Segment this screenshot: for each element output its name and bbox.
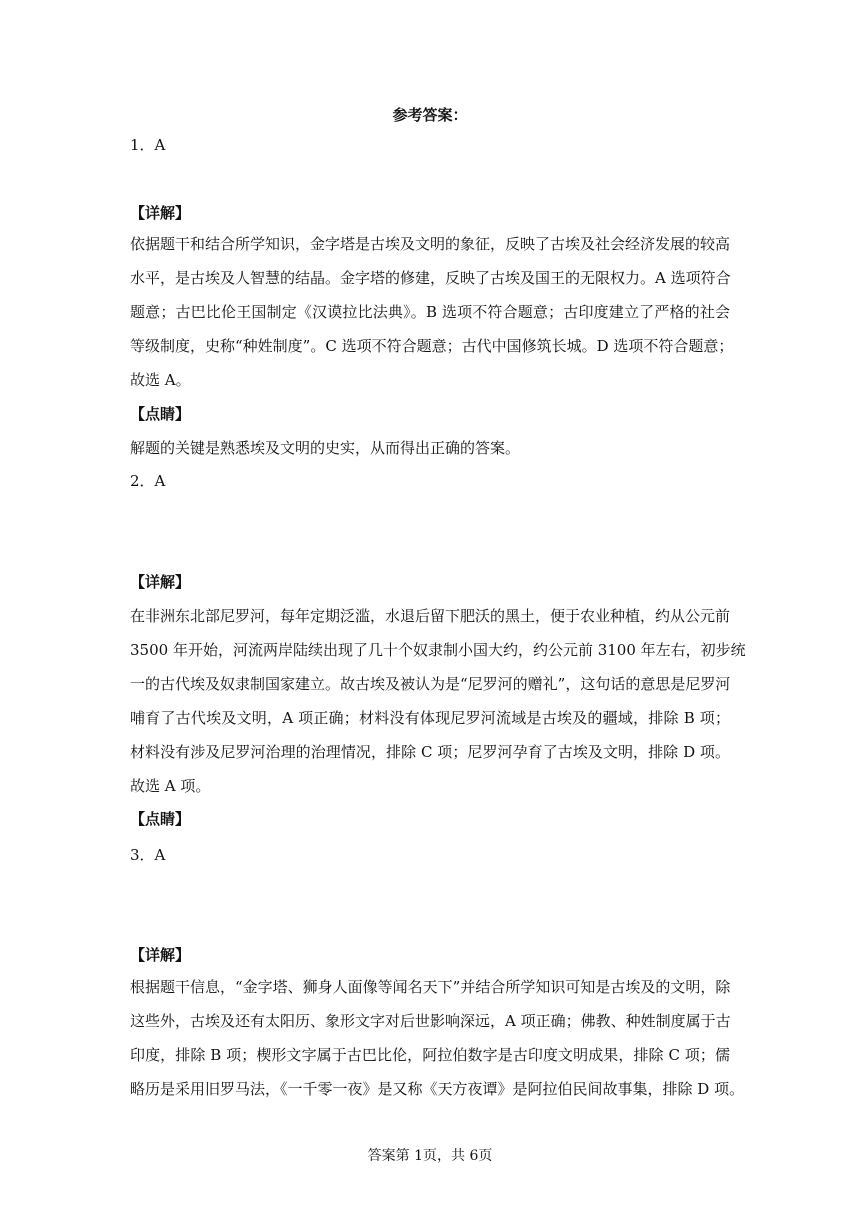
detail-3-line-3: 印度，排除 B 项；楔形文字属于古巴比伦，阿拉伯数字是古印度文明成果，排除 C 项；儒	[130, 1046, 730, 1064]
detail-2-line-6: 故选 A 项。	[130, 777, 211, 795]
detail-text-2	[130, 599, 746, 803]
comment-label-2: 【点睛】	[130, 810, 191, 828]
answer-1: 1．A	[130, 136, 166, 154]
detail-2-line-2: 3500 年开始，河流两岸陆续出现了几十个奴隶制小国大约，约公元前 3100 年左右，初步统	[130, 641, 746, 659]
detail-label-3: 【详解】	[130, 946, 191, 964]
detail-1-line-2: 水平，是古埃及人智慧的结晶。金字塔的修建，反映了古埃及国王的无限权力。A 选项符合	[130, 269, 731, 287]
detail-1-line-3: 题意；古巴比伦王国制定《汉谟拉比法典》。B 选项不符合题意；古印度建立了严格的社会	[130, 303, 730, 321]
detail-1-line-5: 故选 A。	[130, 371, 191, 389]
detail-label-1: 【详解】	[130, 204, 191, 222]
comment-text-1	[130, 431, 730, 465]
detail-3-line-1: 根据题干信息，“金字塔、狮身人面像等闻名天下”并结合所学知识可知是古埃及的文明，除	[130, 978, 731, 996]
page-title: 参考答案：	[392, 106, 468, 124]
page-footer: 答案第 1页，共 6页	[367, 1148, 493, 1164]
detail-text-3	[130, 970, 745, 1106]
detail-text-1	[130, 227, 734, 397]
comment-label-1: 【点睛】	[130, 405, 191, 423]
detail-1-line-1: 依据题干和结合所学知识，金字塔是古埃及文明的象征，反映了古埃及社会经济发展的较高	[130, 235, 731, 253]
detail-2-line-4: 哺育了古代埃及文明，A 项正确；材料没有体现尼罗河流域是古埃及的疆域，排除 B 项；	[130, 709, 730, 727]
answer-3: 3．A	[130, 846, 166, 864]
detail-3-line-4: 略历是采用旧罗马法，《一千零一夜》是又称《天方夜谭》是阿拉伯民间故事集，排除 D 项。	[130, 1080, 745, 1098]
detail-3-line-2: 这些外，古埃及还有太阳历、象形文字对后世影响深远，A 项正确；佛教、种姓制度属于古	[130, 1012, 731, 1030]
detail-1-line-4: 等级制度，史称“种姓制度”。C 选项不符合题意；古代中国修筑长城。D 选项不符合题意；	[130, 337, 734, 355]
answer-2: 2．A	[130, 472, 166, 490]
detail-2-line-3: 一的古代埃及奴隶制国家建立。故古埃及被认为是“尼罗河的赠礼”，这句话的意思是尼罗河	[130, 675, 731, 693]
detail-label-2: 【详解】	[130, 573, 191, 591]
detail-2-line-5: 材料没有涉及尼罗河治理的治理情况，排除 C 项；尼罗河孕育了古埃及文明，排除 D 项。	[130, 743, 730, 761]
detail-2-line-1: 在非洲东北部尼罗河，每年定期泛滥，水退后留下肥沃的黑土，便于农业种植，约从公元前	[130, 607, 731, 625]
comment-1-line-1: 解题的关键是熟悉埃及文明的史实，从而得出正确的答案。	[130, 439, 521, 457]
